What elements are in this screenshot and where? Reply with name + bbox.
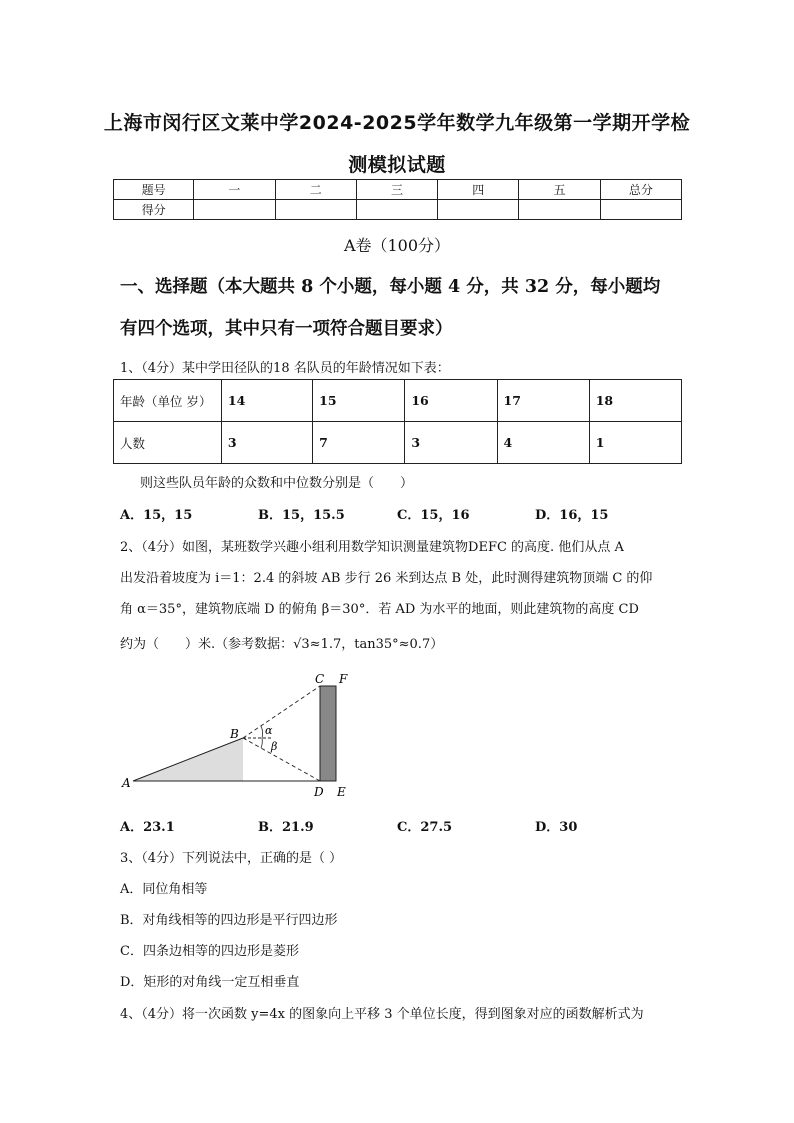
q1-option-b[interactable]: B．15，15.5	[258, 508, 345, 523]
q3-option-b[interactable]: B．对角线相等的四边形是平行四边形	[120, 913, 338, 928]
q1-age-table	[113, 379, 682, 464]
label-f: F	[339, 672, 348, 686]
q2-stem-line-1: 2、（4分）如图，某班数学兴趣小组利用数学知识测量建筑物DEFC 的高度. 他们从点 A	[120, 540, 624, 555]
q1-option-a[interactable]: A．15，15	[120, 508, 193, 523]
q3-option-c[interactable]: C．四条边相等的四边形是菱形	[120, 944, 299, 959]
q4-stem: 4、（4分）将一次函数 y=4x 的图象向上平移 3 个单位长度，得到图象对应的函数解析式为	[120, 1007, 644, 1022]
score-input-cell[interactable]	[438, 200, 519, 220]
q1-count-row	[114, 422, 682, 464]
q1-count-cell: 1	[589, 422, 681, 464]
q1-count-cell: 3	[221, 422, 312, 464]
sight-line-bd	[243, 738, 320, 781]
score-input-cell[interactable]	[519, 200, 600, 220]
q1-age-cell: 15	[313, 380, 405, 422]
section-1-heading-line-2: 有四个选项，其中只有一项符合题目要求）	[120, 319, 453, 339]
q1-age-row	[114, 380, 682, 422]
q2-option-b[interactable]: B．21.9	[258, 820, 314, 835]
label-c: C	[315, 672, 325, 686]
q2-option-d[interactable]: D．30	[535, 820, 578, 835]
q1-age-cell: 18	[589, 380, 681, 422]
q1-age-cell: 14	[221, 380, 312, 422]
score-input-cell[interactable]	[600, 200, 681, 220]
q1-option-c[interactable]: C．15，16	[397, 508, 470, 523]
score-header-cell: 总分	[600, 180, 681, 200]
score-header-cell: 二	[275, 180, 356, 200]
score-header-cell: 五	[519, 180, 600, 200]
section-1-heading-line-1: 一、选择题（本大题共 8 个小题，每小题 4 分，共 32 分，每小题均	[120, 277, 661, 297]
q1-count-label: 人数	[114, 422, 222, 464]
score-header-cell: 题号	[114, 180, 194, 200]
q1-count-cell: 4	[497, 422, 589, 464]
label-d: D	[314, 785, 324, 799]
score-input-cell[interactable]	[194, 200, 275, 220]
q1-age-cell: 17	[497, 380, 589, 422]
q3-option-d[interactable]: D．矩形的对角线一定互相垂直	[120, 975, 300, 990]
score-table	[113, 179, 682, 220]
q2-stem-line-3: 角 α＝35°，建筑物底端 D 的俯角 β＝30°．若 AD 为水平的地面，则此建筑物的高度 CD	[120, 602, 639, 617]
q2-option-c[interactable]: C．27.5	[397, 820, 453, 835]
label-beta: β	[271, 740, 278, 753]
q3-option-a[interactable]: A．同位角相等	[120, 882, 208, 897]
q1-stem: 1、（4分）某中学田径队的18 名队员的年龄情况如下表：	[120, 361, 450, 376]
label-e: E	[337, 785, 346, 799]
q1-age-cell: 16	[405, 380, 497, 422]
q2-stem-line-4: 约为（ ）米.（参考数据：√3≈1.7，tan35°≈0.7）	[120, 637, 444, 652]
q2-geometry-figure	[115, 668, 365, 804]
q1-count-cell: 3	[405, 422, 497, 464]
q1-age-label: 年龄（单位 岁）	[114, 380, 222, 422]
alpha-arc	[261, 726, 263, 738]
section-a-heading: A卷（100分）	[343, 236, 451, 255]
score-input-cell[interactable]	[275, 200, 356, 220]
score-header-cell: 一	[194, 180, 275, 200]
sight-line-bc	[243, 686, 320, 738]
score-row-label: 得分	[114, 200, 194, 220]
score-table-header-row	[114, 180, 682, 200]
q3-stem: 3、（4分）下列说法中，正确的是（ ）	[120, 851, 343, 866]
label-a: A	[122, 776, 131, 790]
beta-arc	[261, 738, 262, 748]
q1-count-cell: 7	[313, 422, 405, 464]
title-line-1: 上海市闵行区文莱中学2024-2025学年数学九年级第一学期开学检	[103, 112, 691, 134]
score-header-cell: 三	[356, 180, 437, 200]
q1-option-d[interactable]: D．16，15	[535, 508, 609, 523]
label-alpha: α	[265, 724, 273, 737]
title-line-2: 测模拟试题	[348, 154, 446, 176]
building-defc	[320, 686, 336, 781]
label-b: B	[230, 727, 239, 741]
q2-stem-line-2: 出发沿着坡度为 i＝1：2.4 的斜坡 AB 步行 26 米到达点 B 处，此时测得建筑物顶端 C 的仰	[120, 571, 653, 586]
q1-question: 则这些队员年龄的众数和中位数分别是（ ）	[140, 476, 414, 491]
score-header-cell: 四	[438, 180, 519, 200]
q2-option-a[interactable]: A．23.1	[120, 820, 175, 835]
score-table-score-row	[114, 200, 682, 220]
score-input-cell[interactable]	[356, 200, 437, 220]
